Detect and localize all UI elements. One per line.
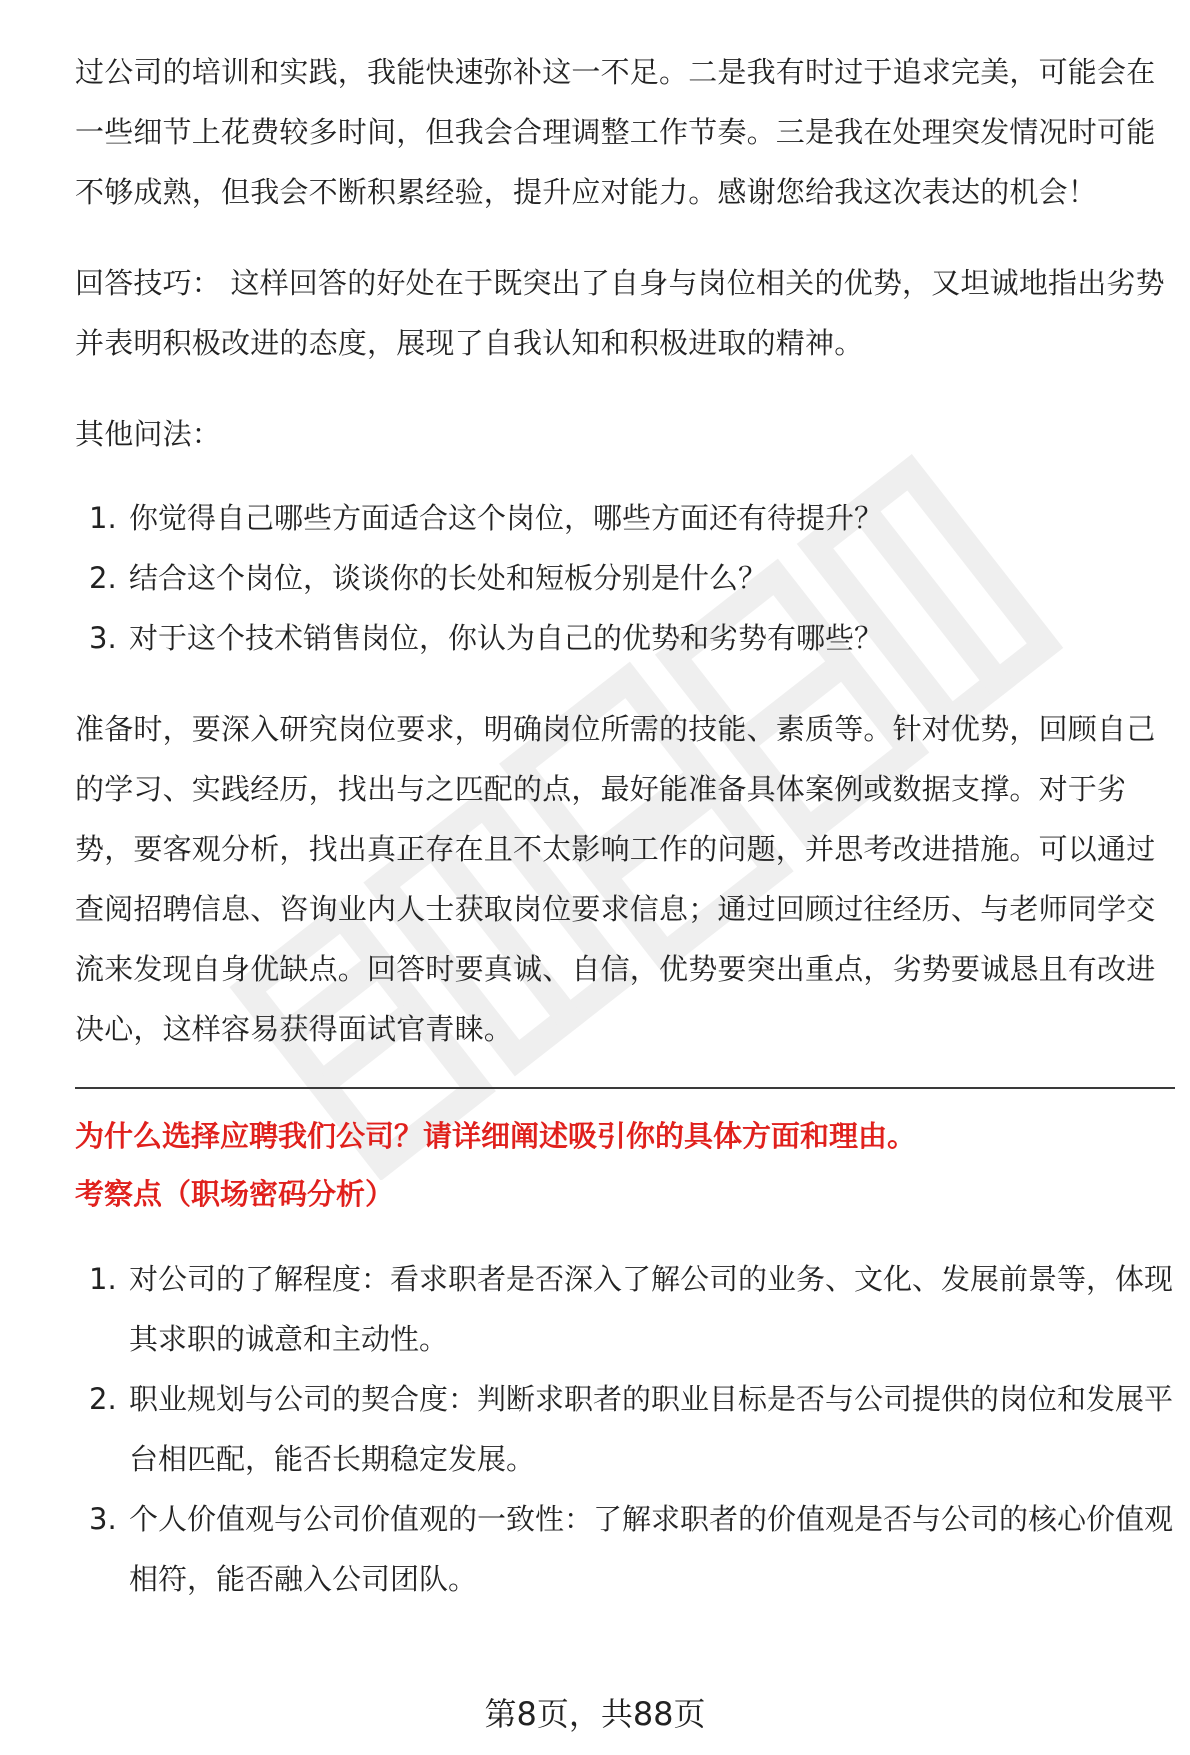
list-item-number: 2. [89,561,117,595]
list-item-number: 2. [89,1382,117,1416]
other-questions-list [75,488,1175,668]
list-item-text: 你觉得自己哪些方面适合这个岗位，哪些方面还有待提升？ [129,501,884,535]
intro-paragraph: 过公司的培训和实践，我能快速弥补这一不足。二是我有时过于追求完美，可能会在一些细节上花费较多时间，但我会合理调整工作节奏。三是我在处理突发情况时可能不够成熟，但我会不断积累经验，提升应对能力。感谢您给我这次表达的机会！ [75,55,1156,209]
answer-tip [75,253,1175,373]
preparation-paragraph: 准备时，要深入研究岗位要求，明确岗位所需的技能、素质等。针对优势，回顾自己的学习、实践经历，找出与之匹配的点，最好能准备具体案例或数据支撑。对于劣势，要客观分析，找出真正存在且不太影响工作的问题，并思考改进措施。可以通过查阅招聘信息、咨询业内人士获取岗位要求信息；通过回顾过往经历、与老师同学交流来发现自身优缺点。回答时要真诚、自信，优势要突出重点，劣势要诚恳且有改进决心，这样容易获得面试官青睐。 [75,712,1156,1046]
section-divider [75,1087,1175,1089]
assessment-points-list [75,1249,1175,1609]
other-questions-heading: 其他问法： [75,417,222,451]
list-item-text: 对公司的了解程度：看求职者是否深入了解公司的业务、文化、发展前景等，体现其求职的诚意和主动性。 [129,1262,1174,1356]
list-item-text: 对于这个技术销售岗位，你认为自己的优势和劣势有哪些？ [129,621,884,655]
list-item-text: 个人价值观与公司价值观的一致性：了解求职者的价值观是否与公司的核心价值观相符，能否融入公司团队。 [129,1502,1174,1596]
list-item-number: 1. [89,1262,117,1296]
list-item-number: 3. [89,621,117,655]
list-item [75,1369,1175,1489]
list-item [75,608,1175,668]
list-item [75,1489,1175,1609]
list-item-text: 职业规划与公司的契合度：判断求职者的职业目标是否与公司提供的岗位和发展平台相匹配，能否长期稳定发展。 [129,1382,1174,1476]
answer-tip-label: 回答技巧： [75,266,222,300]
list-item [75,1249,1175,1369]
list-item [75,548,1175,608]
list-item [75,488,1175,548]
list-item-number: 3. [89,1502,117,1536]
document-body [75,42,1175,1609]
question-title: 为什么选择应聘我们公司？请详细阐述吸引你的具体方面和理由。 [75,1119,917,1153]
page-number: 第8页，共88页 [484,1695,706,1733]
answer-tip-text: 这样回答的好处在于既突出了自身与岗位相关的优势，又坦诚地指出劣势并表明积极改进的态度，展现了自我认知和积极进取的精神。 [75,266,1165,360]
list-item-number: 1. [89,501,117,535]
question-subtitle: 考察点（职场密码分析） [75,1177,395,1211]
list-item-text: 结合这个岗位，谈谈你的长处和短板分别是什么？ [129,561,768,595]
